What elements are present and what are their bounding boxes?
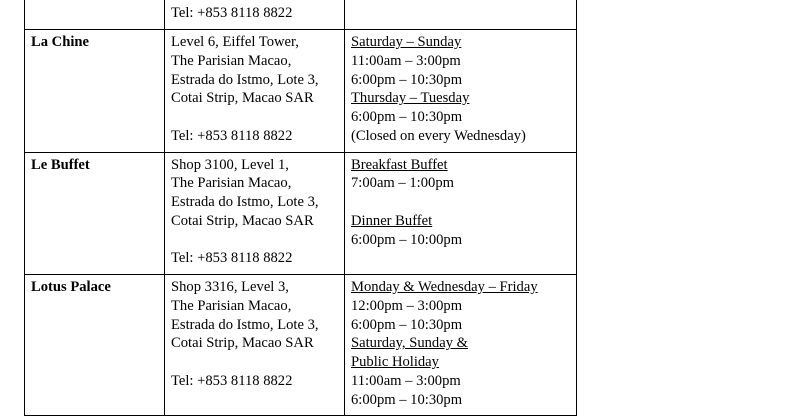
hours-line: 6:00pm – 10:30pm [351, 391, 463, 408]
address-line: Estrada do Istmo, Lote 3, [171, 194, 319, 210]
hours-line: 11:00am – 3:00pm [351, 52, 461, 69]
restaurant-name: Lotus Palace [31, 279, 111, 295]
hours-line: 11:00am – 3:00pm [351, 372, 461, 389]
address-line: The Parisian Macao, [171, 297, 292, 314]
hours-line: 12:00pm – 3:00pm [351, 297, 463, 314]
address-cell [165, 152, 345, 275]
table-body [25, 0, 577, 416]
table-row [25, 30, 577, 153]
hours-heading: Saturday – Sunday [351, 34, 462, 50]
spacer [171, 231, 339, 250]
telephone-line: Tel: +853 8118 8822 [171, 127, 293, 144]
operating-hours-cell [345, 275, 577, 416]
operating-hours-cell [345, 30, 577, 153]
table-row [25, 275, 577, 416]
address-line: The Parisian Macao, [171, 52, 292, 69]
hours-heading: Thursday – Tuesday [351, 90, 470, 107]
hours-heading: Dinner Buffet [351, 212, 433, 229]
hours-line: 6:00pm – 10:30pm [351, 316, 463, 333]
hours-heading: Breakfast Buffet [351, 156, 448, 173]
restaurant-name-cell [25, 275, 165, 416]
hours-line: 6:00pm – 10:30pm [351, 71, 463, 88]
telephone-line: Tel: +853 8118 8822 [171, 250, 293, 267]
table-row [25, 0, 577, 30]
address-cell [165, 0, 345, 30]
telephone-line: Tel: +853 8118 8822 [171, 372, 293, 389]
address-line: Estrada do Istmo, Lote 3, [171, 316, 319, 333]
telephone-line: Tel: +853 8118 8822 [171, 5, 293, 22]
hours-heading: Monday & Wednesday – Friday [351, 279, 538, 295]
table-row [25, 152, 577, 275]
operating-hours-cell [345, 152, 577, 275]
hours-line: 7:00am – 1:00pm [351, 175, 454, 192]
hours-heading: Public Holiday [351, 354, 439, 370]
hours-line: (Closed on every Wednesday) [351, 127, 526, 144]
address-line: Shop 3100, Level 1, [171, 156, 289, 173]
hours-line: 6:00pm – 10:00pm [351, 231, 463, 248]
address-line: Cotai Strip, Macao SAR [171, 90, 314, 107]
address-line: Estrada do Istmo, Lote 3, [171, 71, 319, 88]
restaurant-name-cell [25, 0, 165, 30]
operating-hours-cell [345, 0, 577, 30]
spacer [171, 108, 339, 127]
restaurant-name-cell [25, 152, 165, 275]
hours-line: 6:00pm – 10:30pm [351, 109, 463, 125]
address-cell [165, 30, 345, 153]
hours-heading: Saturday, Sunday & [351, 335, 469, 352]
address-line: Level 6, Eiffel Tower, [171, 34, 299, 50]
restaurant-name-cell [25, 30, 165, 153]
restaurant-name: La Chine [31, 34, 89, 50]
address-line: Shop 3316, Level 3, [171, 279, 289, 295]
restaurant-information-table [24, 0, 577, 416]
address-line: Cotai Strip, Macao SAR [171, 212, 314, 229]
spacer [171, 353, 339, 372]
address-line: Cotai Strip, Macao SAR [171, 335, 314, 352]
spacer [351, 193, 571, 212]
address-line: The Parisian Macao, [171, 175, 292, 192]
restaurant-name: Le Buffet [31, 156, 90, 173]
address-cell [165, 275, 345, 416]
